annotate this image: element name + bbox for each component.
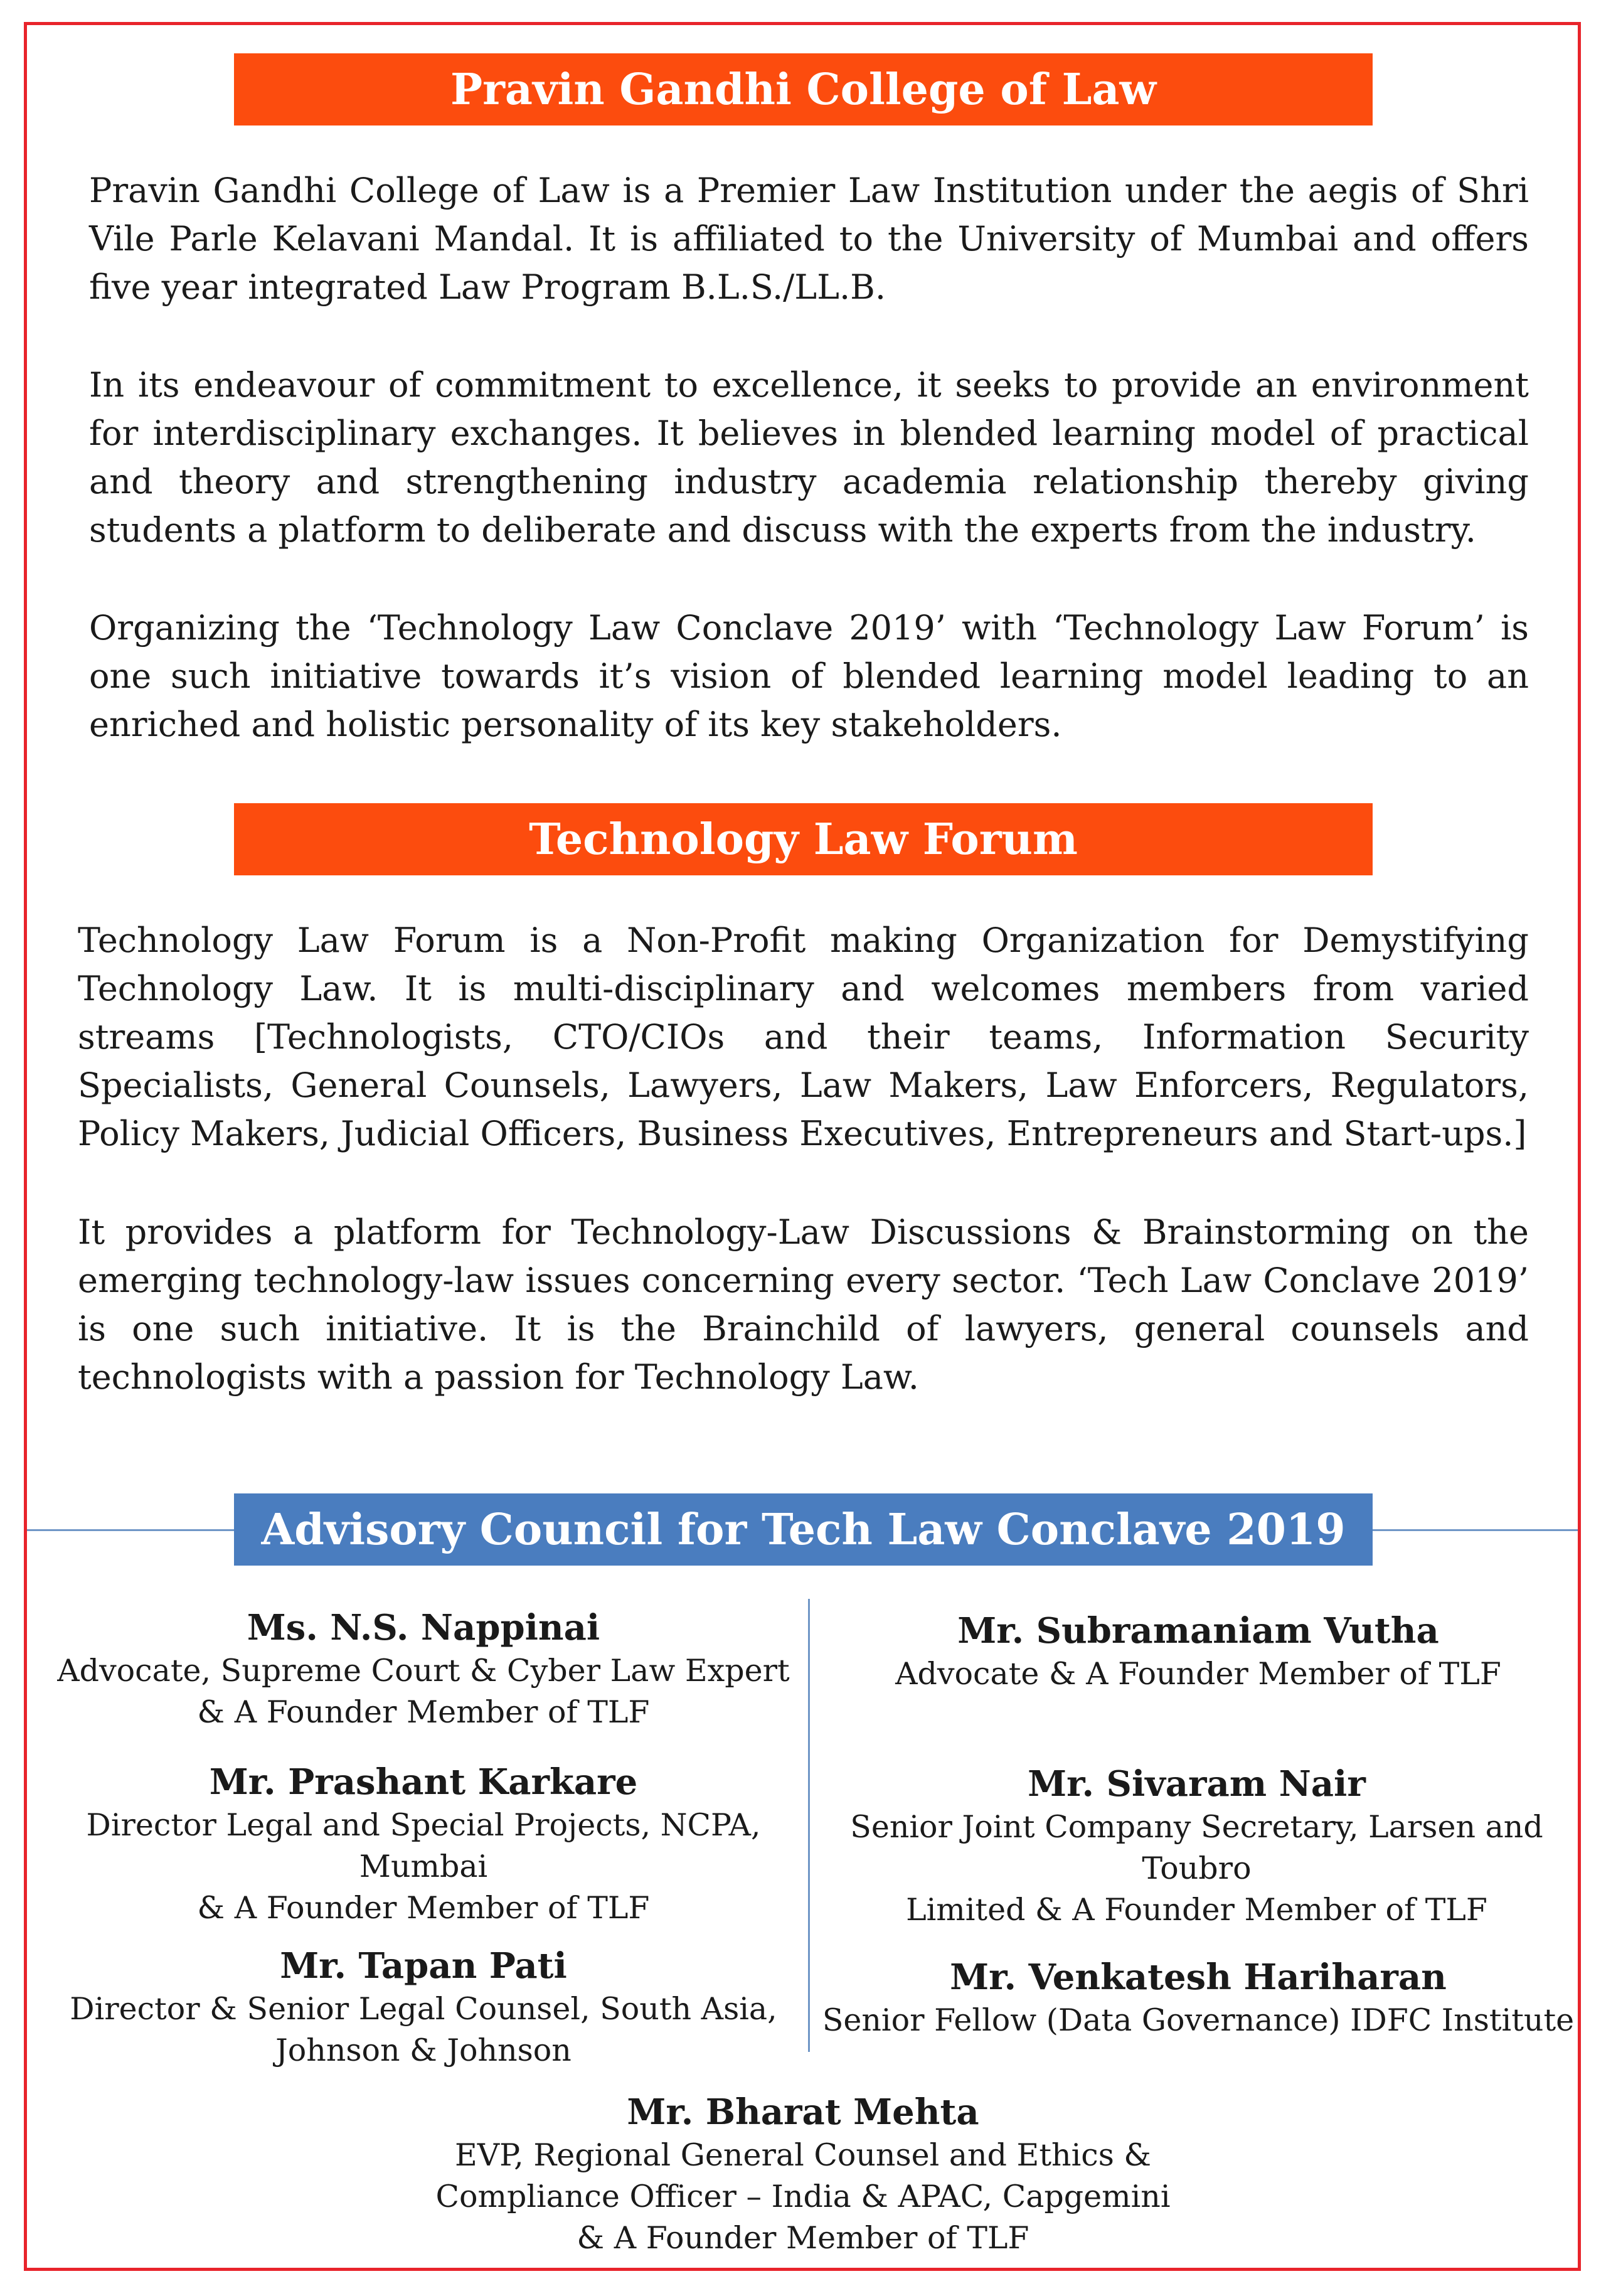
- member-description: EVP, Regional General Counsel and Ethics & Compliance Officer – India & APAC, Capgemini & A Founder Member of TLF: [435, 2137, 1171, 2256]
- member-name: Mr. Tapan Pati: [280, 1945, 567, 1987]
- member-nappinai: [50, 1605, 797, 1733]
- member-description: Senior Joint Company Secretary, Larsen and Toubro Limited & A Founder Member of TLF: [850, 1809, 1543, 1928]
- member-name: Mr. Subramaniam Vutha: [957, 1610, 1439, 1652]
- member-name: Mr. Venkatesh Hariharan: [950, 1957, 1447, 1998]
- member-name: Mr. Bharat Mehta: [627, 2091, 979, 2133]
- college-paragraph-3: Organizing the ‘Technology Law Conclave 2019’ with ‘Technology Law Forum’ is one such initiative towards it’s vision of blended learning model leading to an enriched and holistic personality of its key stakeholders.: [89, 608, 1529, 744]
- advisory-title: Advisory Council for Tech Law Conclave 2019: [261, 1504, 1346, 1555]
- college-paragraph-1: Pravin Gandhi College of Law is a Premier Law Institution under the aegis of Shri Vile Parle Kelavani Mandal. It is affiliated to the University of Mumbai and offers five year integrated Law Program B.L.S./LL.B.: [89, 171, 1529, 307]
- member-hariharan: [819, 1955, 1578, 2041]
- member-name: Mr. Sivaram Nair: [1028, 1763, 1366, 1805]
- member-description: Director Legal and Special Projects, NCPA, Mumbai & A Founder Member of TLF: [86, 1807, 761, 1926]
- advisory-title-banner: [234, 1493, 1373, 1566]
- member-description: Senior Fellow (Data Governance) IDFC Institute: [822, 2002, 1575, 2038]
- member-name: Ms. N.S. Nappinai: [247, 1607, 600, 1648]
- forum-paragraph-2: It provides a platform for Technology-Law Discussions & Brainstorming on the emerging technology-law issues concerning every sector. ‘Tech Law Conclave 2019’ is one such initiative. It is the Brainchild of lawyers, general counsels and technologists with a passion for Technology Law.: [78, 1212, 1529, 1397]
- member-description: Advocate, Supreme Court & Cyber Law Expert & A Founder Member of TLF: [57, 1653, 790, 1730]
- member-description: Advocate & A Founder Member of TLF: [895, 1656, 1501, 1692]
- member-mehta: [270, 2090, 1336, 2259]
- advisory-rule-left: [27, 1529, 234, 1531]
- member-pati: [50, 1943, 797, 2071]
- member-name: Mr. Prashant Karkare: [209, 1761, 638, 1803]
- forum-title-banner: [234, 803, 1373, 875]
- advisory-rule-right: [1373, 1529, 1578, 1531]
- member-vutha: [819, 1608, 1578, 1695]
- member-karkare: [38, 1759, 809, 1929]
- member-nair: [812, 1761, 1581, 1931]
- college-title-banner: [234, 53, 1373, 125]
- member-description: Director & Senior Legal Counsel, South Asia, Johnson & Johnson: [70, 1991, 777, 2068]
- college-paragraph-2: In its endeavour of commitment to excellence, it seeks to provide an environment for interdisciplinary exchanges. It believes in blended learning model of practical and theory and strengthening industry academia relationship thereby giving students a platform to deliberate and discuss with the experts from the industry.: [89, 365, 1529, 550]
- forum-title: Technology Law Forum: [529, 814, 1078, 865]
- forum-paragraph-1: Technology Law Forum is a Non-Profit making Organization for Demystifying Technology Law. It is multi-disciplinary and welcomes members from varied streams [Technologists, CTO/CIOs and their teams, Information Security Specialists, General Counsels, Lawyers, Law Makers, Law Enforcers, Regulators, Policy Makers, Judicial Officers, Business Executives, Entrepreneurs and Start-ups.]: [78, 921, 1529, 1153]
- college-title: Pravin Gandhi College of Law: [450, 64, 1157, 115]
